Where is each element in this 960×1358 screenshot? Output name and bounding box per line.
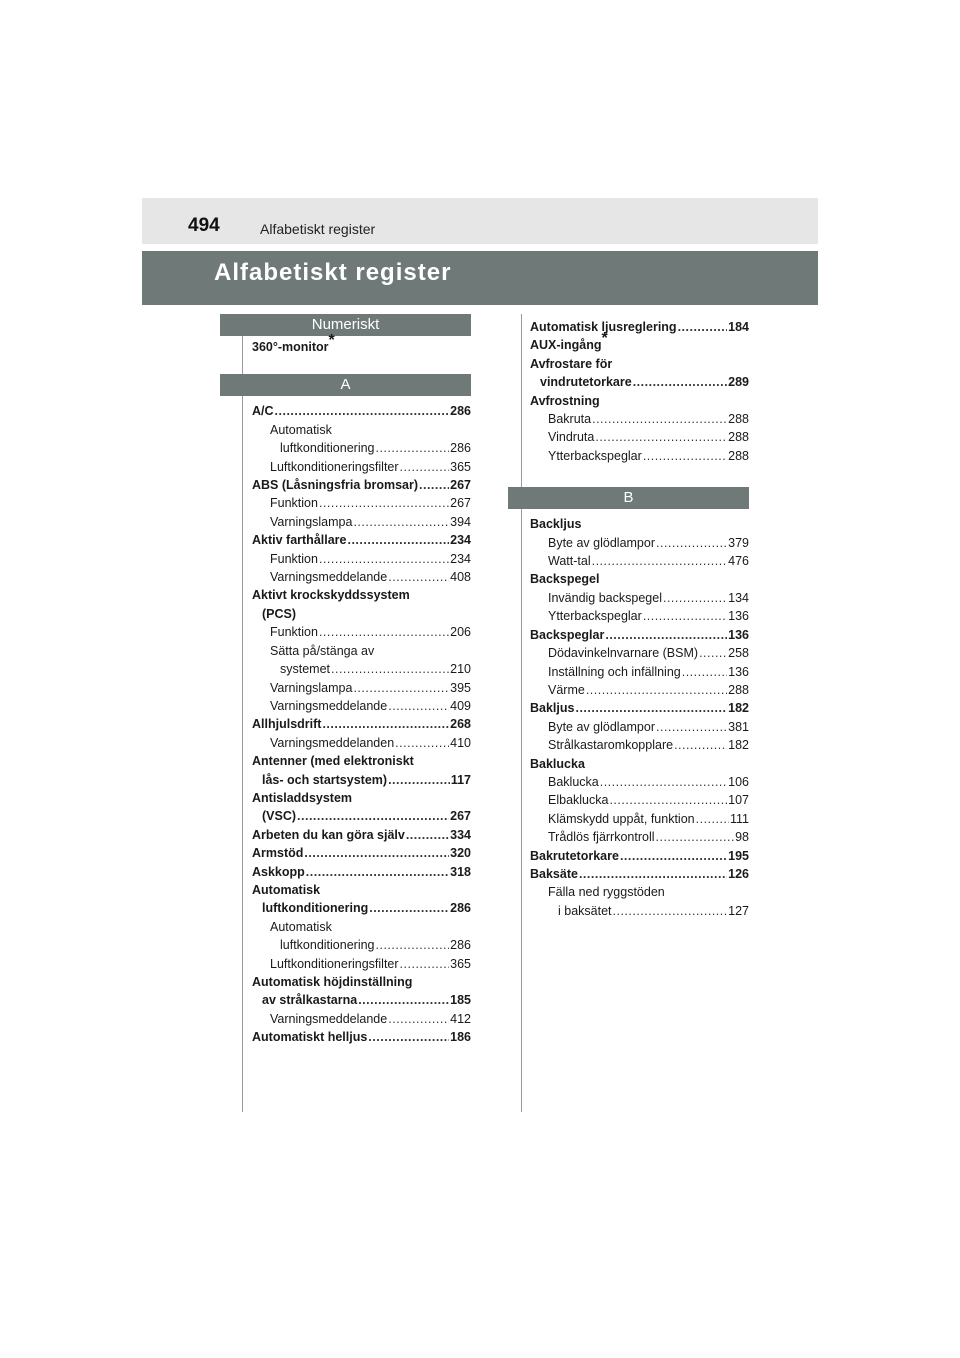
index-entry: i baksätet ..... 127 — [530, 902, 749, 920]
index-entry: Dödavinkelnvarnare (BSM) ..... 258 — [530, 644, 749, 662]
index-entry: Automatiskt helljus ..... 186 — [252, 1028, 471, 1046]
index-entry: Varningsmeddelande ..... 412 — [252, 1010, 471, 1028]
index-entry: Automatisk — [270, 422, 332, 437]
section-header-a: A — [220, 374, 471, 396]
index-entry: Ytterbackspeglar ..... 288 — [530, 447, 749, 465]
index-entry: systemet ..... 210 — [252, 660, 471, 678]
index-entry: Bakruta ..... 288 — [530, 410, 749, 428]
index-entry: lås- och startsystem) ..... 117 — [252, 771, 471, 789]
index-entry: Aktivt krockskyddssystem — [252, 588, 410, 603]
index-entry: Automatisk — [270, 919, 332, 934]
index-entry: ABS (Låsningsfria bromsar) ..... 267 — [252, 476, 471, 494]
index-entry: Automatisk ljusreglering ..... 184 — [530, 318, 749, 336]
column-divider-middle — [521, 314, 522, 1112]
index-entry: Byte av glödlampor ..... 381 — [530, 718, 749, 736]
index-entry: Inställning och infällning ..... 136 — [530, 663, 749, 681]
index-entry: luftkonditionering ..... 286 — [252, 899, 471, 917]
index-entry: Backljus — [530, 517, 582, 532]
index-entry: Funktion ..... 206 — [252, 623, 471, 641]
index-entry: Avfrostare för — [530, 356, 613, 371]
index-entry: Baksäte ..... 126 — [530, 865, 749, 883]
index-entry: luftkonditionering ..... 286 — [252, 936, 471, 954]
index-entry: Funktion ..... 267 — [252, 494, 471, 512]
index-entry: (PCS) — [262, 606, 297, 621]
page-number: 494 — [188, 215, 220, 236]
index-entry: Automatisk höjdinställning — [252, 975, 413, 989]
index-entry: Luftkonditioneringsfilter ..... 365 — [252, 458, 471, 476]
index-entry: Askkopp ..... 318 — [252, 863, 471, 881]
index-entry: Armstöd ..... 320 — [252, 844, 471, 862]
index-entry: Fälla ned ryggstöden — [548, 885, 665, 900]
index-entry: luftkonditionering ..... 286 — [252, 439, 471, 457]
index-entry: (VSC) ..... 267 — [252, 807, 471, 825]
index-column-1 — [252, 316, 471, 1047]
index-entry: Aktiv farthållare ..... 234 — [252, 531, 471, 549]
index-entry: Invändig backspegel ..... 134 — [530, 589, 749, 607]
index-entry: Baklucka — [530, 756, 585, 771]
index-entry: Värme ..... 288 — [530, 681, 749, 699]
index-entry: Sätta på/stänga av — [270, 643, 375, 658]
index-entry: Backspeglar ..... 136 — [530, 626, 749, 644]
index-entry: Allhjulsdrift ..... 268 — [252, 715, 471, 733]
header-bar — [142, 198, 818, 244]
index-entry: Varningsmeddelande ..... 409 — [252, 697, 471, 715]
index-entry: av strålkastarna ..... 185 — [252, 991, 471, 1009]
index-entry: Trådlös fjärrkontroll ..... 98 — [530, 828, 749, 846]
index-entry: Antenner (med elektroniskt — [252, 754, 414, 769]
index-entry: Ytterbackspeglar ..... 136 — [530, 607, 749, 625]
index-entry: Vindruta ..... 288 — [530, 428, 749, 446]
index-entry: Varningsmeddelanden ..... 410 — [252, 734, 471, 752]
section-header-b: B — [508, 487, 749, 509]
index-entry: Klämskydd uppåt, funktion ..... 111 — [530, 810, 749, 828]
index-entry: Arbeten du kan göra själv ..... 334 — [252, 826, 471, 844]
index-entry: AUX-ingång* — [530, 330, 608, 353]
section-header-numeriskt: Numeriskt — [220, 314, 471, 336]
running-head: Alfabetiskt register — [260, 221, 376, 237]
index-entry: Funktion ..... 234 — [252, 550, 471, 568]
index-entry: Byte av glödlampor ..... 379 — [530, 534, 749, 552]
index-entry: Elbaklucka ..... 107 — [530, 791, 749, 809]
index-entry: Baklucka ..... 106 — [530, 773, 749, 791]
page-title: Alfabetiskt register — [214, 259, 452, 286]
column-divider-left — [242, 314, 243, 1112]
index-entry: Backspegel — [530, 572, 600, 587]
index-entry: Varningslampa ..... 395 — [252, 679, 471, 697]
index-entry: Luftkonditioneringsfilter ..... 365 — [252, 955, 471, 973]
index-entry: Automatisk — [252, 882, 321, 897]
index-entry: A/C ..... 286 — [252, 402, 471, 420]
asterisk-mark: * — [328, 332, 335, 349]
index-entry: Bakrutetorkare ..... 195 — [530, 847, 749, 865]
index-entry: Varningslampa ..... 394 — [252, 513, 471, 531]
index-column-2 — [530, 318, 749, 920]
index-entry: Watt-tal ..... 476 — [530, 552, 749, 570]
index-entry: Antisladdsystem — [252, 790, 353, 805]
index-entry: Varningsmeddelande ..... 408 — [252, 568, 471, 586]
asterisk-mark: * — [601, 330, 608, 348]
index-entry: Strålkastaromkopplare ..... 182 — [530, 736, 749, 754]
index-entry: Bakljus ..... 182 — [530, 699, 749, 717]
index-entry: 360°-monitor* — [252, 332, 335, 354]
index-entry: vindrutetorkare ..... 289 — [530, 373, 749, 391]
index-entry: Avfrostning — [530, 393, 600, 408]
